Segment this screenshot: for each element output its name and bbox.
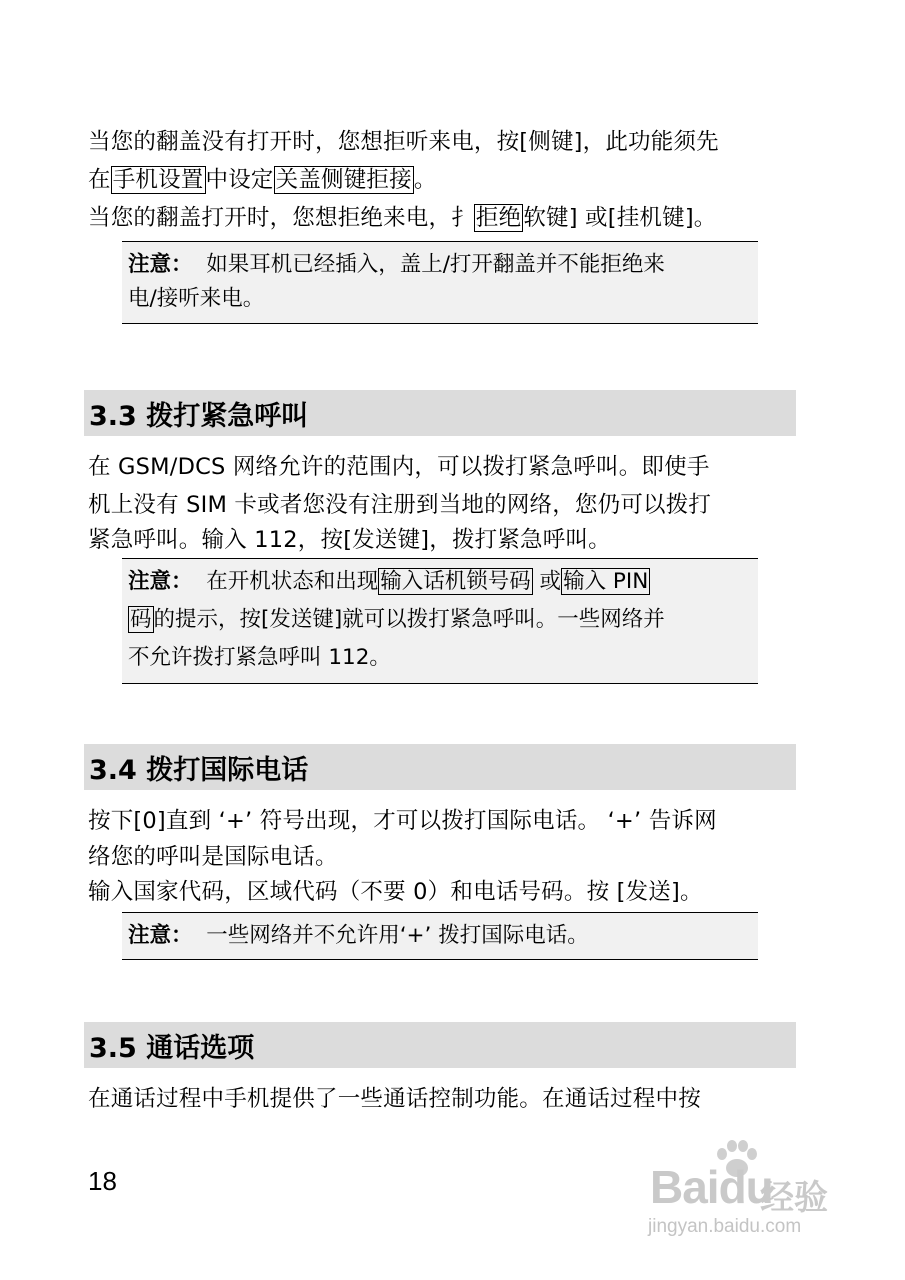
note-box [122, 241, 758, 324]
section-heading [84, 744, 796, 790]
menu-term-box: 输入 PIN [563, 569, 649, 594]
note-line [128, 565, 650, 599]
note-line [128, 919, 589, 953]
note-text: 一些网络并不允许用‘+’ 拨打国际电话。 [206, 923, 589, 948]
section-title: 3.5 通话选项 [89, 1033, 255, 1064]
paragraph-line: 在 GSM/DCS 网络允许的范围内，可以拨打紧急呼叫。即使手 [88, 454, 710, 480]
page-number: 18 [88, 1166, 117, 1196]
section-heading [84, 390, 796, 436]
note-line [128, 248, 665, 282]
text: 当您的翻盖打开时，您想拒绝来电，扌 [88, 205, 474, 231]
paragraph-line [88, 200, 717, 236]
text: 软键] 或[挂机键]。 [523, 205, 717, 231]
note-text: 在开机状态和出现 [206, 569, 379, 594]
note-box [122, 558, 758, 684]
paragraph-line [88, 162, 437, 198]
menu-term-box: 码 [130, 607, 152, 632]
note-text: 如果耳机已经插入，盖上/打开翻盖并不能拒绝来 [206, 252, 665, 277]
section-title: 3.3 拨打紧急呼叫 [89, 401, 309, 432]
watermark-url: jingyan.baidu.com [648, 1216, 802, 1237]
note-label: 注意： [128, 569, 193, 594]
menu-term-box: 手机设置 [112, 167, 204, 193]
text: 在 [88, 167, 111, 193]
note-line: 不允许拨打紧急呼叫 112。 [128, 645, 391, 670]
paragraph-line: 按下[0]直到 ‘+’ 符号出现，才可以拨打国际电话。 ‘+’ 告诉网 [88, 808, 717, 834]
menu-term-box: 输入话机锁号码 [380, 569, 531, 594]
watermark-jingyan: 经验 [760, 1178, 828, 1218]
note-label: 注意： [128, 252, 193, 277]
section-title: 3.4 拨打国际电话 [89, 755, 309, 786]
note-text: 的提示，按[发送键]就可以拨打紧急呼叫。一些网络并 [153, 607, 665, 632]
note-text: 或 [532, 569, 562, 594]
paragraph-line: 当您的翻盖没有打开时，您想拒听来电，按[侧键]，此功能须先 [88, 129, 719, 155]
note-label: 注意： [128, 923, 193, 948]
section-heading [84, 1022, 796, 1068]
softkey-box: 拒绝 [475, 205, 522, 231]
text: 。 [413, 167, 437, 193]
note-line: 电/接听来电。 [128, 286, 265, 311]
note-box [122, 912, 758, 960]
note-line [128, 603, 665, 637]
paragraph-line: 机上没有 SIM 卡或者您没有注册到当地的网络，您仍可以拨打 [88, 492, 712, 518]
menu-term-box: 关盖侧键拒接 [275, 167, 412, 193]
paragraph-line: 在通话过程中手机提供了一些通话控制功能。在通话过程中按 [88, 1086, 701, 1112]
text: 中设定 [205, 167, 274, 193]
paragraph-line: 络您的呼叫是国际电话。 [88, 844, 338, 870]
baidu-watermark [640, 1140, 850, 1250]
watermark-logo: Baidu [650, 1161, 773, 1213]
paragraph-line: 紧急呼叫。输入 112，按[发送键]，拨打紧急呼叫。 [88, 527, 611, 553]
paragraph-line: 输入国家代码，区域代码（不要 0）和电话号码。按 [发送]。 [88, 879, 703, 905]
